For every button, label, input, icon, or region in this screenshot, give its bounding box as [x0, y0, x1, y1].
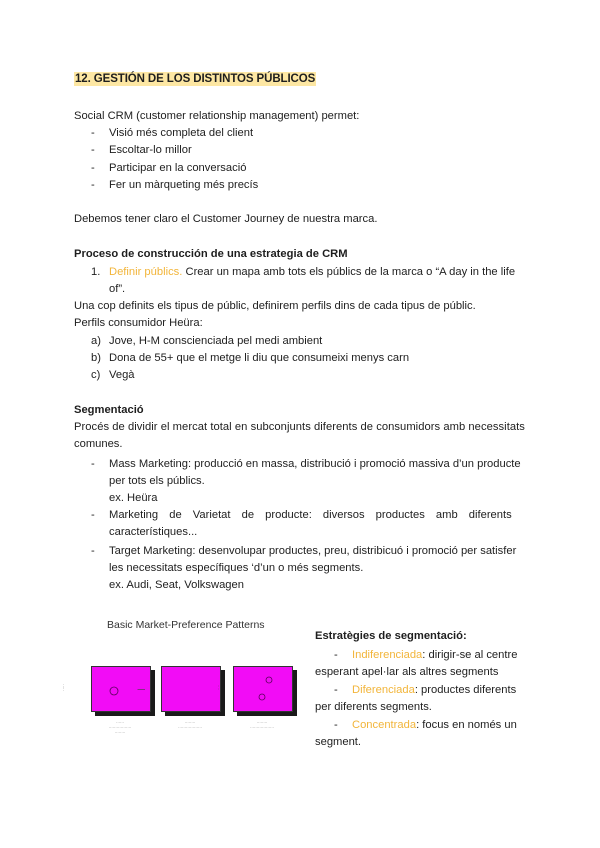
profile-item: a) Jove, H-M conscienciada pel medi ambient: [91, 335, 323, 347]
box-caption: ········ ··················: [178, 720, 202, 730]
proceso-heading: Proceso de construcción de una estrategia de CRM: [74, 248, 348, 260]
list-item: - Mass Marketing: producció en massa, distribució i promoció massiva d’un producte: [91, 458, 521, 470]
journey-paragraph: Debemos tener claro el Customer Journey de nuestra marca.: [74, 213, 378, 225]
estrategies-heading: Estratègies de segmentació:: [315, 630, 467, 642]
box-caption: ······ ················· ········: [108, 720, 132, 735]
proceso-step-1: 1. Definir públics. Crear un mapa amb tots els públics de la marca o “A day in the life: [91, 266, 516, 278]
list-item: - Target Marketing: desenvolupar productes, preu, distribicuó i promoció per satisfer: [91, 545, 517, 557]
box-caption: ········ ··················: [250, 720, 274, 730]
list-item-cont: característiques...: [109, 526, 198, 538]
crm-intro: Social CRM (customer relationship management) permet:: [74, 110, 360, 122]
list-item: - Fer un màrqueting més precís: [91, 179, 259, 191]
segmentacio-definition: Procés de dividir el mercat total en subconjunts diferents de consumidors amb necessitats: [74, 421, 525, 433]
segmentacio-heading: Segmentació: [74, 404, 144, 416]
list-item-example: ex. Audi, Seat, Volkswagen: [109, 579, 244, 591]
pattern-box-diffused: [161, 666, 221, 712]
list-item: - Visió més completa del client: [91, 127, 254, 139]
cluster-icon: [234, 667, 292, 711]
profile-item: b) Dona de 55+ que el metge li diu que consumeixi menys carn: [91, 352, 410, 364]
list-item: - Escoltar-lo millor: [91, 144, 192, 156]
estrategia-cont: per diferents segments.: [315, 701, 432, 713]
list-item-cont: per tots els públics.: [109, 475, 205, 487]
step-highlight: Definir públics.: [109, 266, 183, 278]
proceso-step-1-cont: of”.: [109, 283, 126, 295]
estrategia-item: - Indiferenciada: dirigir-se al centre: [334, 649, 518, 661]
list-item-example: ex. Heüra: [109, 492, 158, 504]
perfils-label: Perfils consumidor Heüra:: [74, 317, 203, 329]
segmentacio-definition-cont: comunes.: [74, 438, 123, 450]
estrategia-cont: esperant apel·lar als altres segments: [315, 666, 499, 678]
estrategia-item: - Concentrada: focus en només un: [334, 719, 517, 731]
axis-label: ·····: [60, 684, 66, 691]
list-item-cont: les necessitats específiques ‘d’un o més segments.: [109, 562, 364, 574]
pattern-box-clustered: [233, 666, 293, 712]
list-item: - Participar en la conversació: [91, 162, 247, 174]
proceso-paragraph: Una cop definits els tipus de públic, definirem perfils dins de cada tipus de públic.: [74, 300, 476, 312]
section-title: 12. GESTIÓN DE LOS DISTINTOS PÚBLICOS: [75, 73, 316, 85]
estrategia-item: - Diferenciada: productes diferents: [334, 684, 517, 696]
profile-item: c) Vegà: [91, 369, 135, 381]
axis-label: |: [136, 688, 146, 691]
figure-title: Basic Market-Preference Patterns: [107, 619, 265, 631]
axis-label: ····: [216, 684, 222, 691]
estrategia-cont: segment.: [315, 736, 362, 748]
list-item: - Marketing de Varietat de producte: diversos productes amb diferents: [91, 509, 512, 521]
